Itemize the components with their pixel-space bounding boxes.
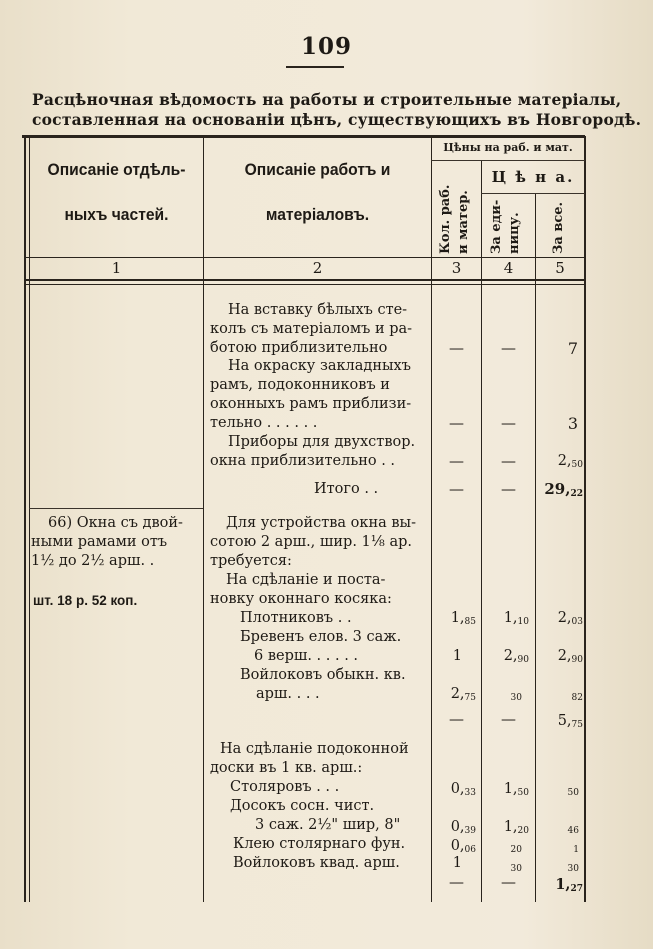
row-a3-unit: 30	[510, 693, 522, 703]
item66-intro-2: сотою 2 арш., шир. 1⅛ ар.	[210, 534, 412, 550]
subtotal-b-unit-dash: —	[501, 873, 516, 891]
col-number-1: 1	[111, 259, 122, 277]
col1-header-line2: ныхъ частей.	[64, 205, 169, 224]
s1-glass-qty-dash: —	[449, 339, 464, 357]
subtotal-a-unit-dash: —	[501, 710, 516, 728]
col-number-2: 2	[312, 259, 323, 277]
s1-paint-total: 3	[567, 414, 578, 433]
row-b3-label: Клею столярнаго фун.	[233, 836, 406, 852]
row-b3-total: 1	[573, 845, 579, 855]
table-right-rule	[584, 136, 586, 902]
item66-desc-line2: ными рамами отъ	[31, 534, 168, 550]
s1-line-3: ботою приблизительно	[210, 340, 388, 356]
row-b1-total: 50	[567, 788, 579, 798]
s1-line-5: рамъ, подоконниковъ и	[210, 377, 390, 393]
row-a1-unit: 1,10	[503, 610, 529, 627]
s1-total-value: 29,22	[544, 480, 583, 499]
row-a2-qty: 1	[452, 648, 462, 664]
item66-desc-line3: 1½ до 2½ арш. .	[31, 553, 155, 569]
row-a3-total: 82	[571, 693, 583, 703]
s1-total-unit-dash: —	[501, 480, 516, 498]
row-a3-label: Войлоковъ обыкн. кв.	[240, 667, 406, 683]
row-a1-qty: 1,85	[450, 610, 476, 627]
row-b2-label: Досокъ сосн. чист.	[230, 798, 375, 814]
s1-line-7: тельно . . . . . .	[210, 415, 318, 431]
s1-line-4: На окраску закладныхъ	[228, 358, 411, 374]
item66-price: шт. 18 р. 52 коп.	[33, 593, 138, 608]
row-b1-qty: 0,33	[450, 781, 476, 798]
subtotal-b-total: 1,27	[555, 876, 583, 894]
item-divider-rule	[29, 508, 203, 509]
col-number-4: 4	[503, 259, 514, 277]
row-a3-qty: 2,75	[450, 686, 476, 703]
s1-total-label: Итого . .	[314, 481, 379, 497]
s1-line-6: оконныхъ рамъ приблизи-	[210, 396, 412, 412]
header-bottom-rule	[24, 257, 586, 258]
sill-line-1: На сдѣланіе подоконной	[220, 741, 409, 757]
col3-header-line2: и матер.	[456, 190, 471, 254]
title-line-2: составленная на основаніи цѣнъ, существующихъ въ Новгородѣ.	[32, 110, 642, 129]
row-b2-qty: 0,39	[450, 819, 476, 836]
title-line-1: Расцѣночная вѣдомость на работы и строительные матеріалы,	[32, 90, 622, 109]
s1-fittings-total: 2,50	[557, 453, 583, 470]
row-b4-total: 30	[567, 864, 579, 874]
item66-desc-line1: 66) Окна съ двой-	[48, 515, 183, 531]
col-number-3: 3	[451, 259, 462, 277]
s1-glass-unit-dash: —	[501, 339, 516, 357]
numbers-rule-1	[24, 279, 586, 281]
col2-header-line2: матеріаловъ.	[265, 205, 370, 224]
item66-intro-1: Для устройства окна вы-	[226, 515, 416, 531]
s1-glass-total: 7	[567, 339, 578, 358]
row-b3-unit: 20	[510, 845, 522, 855]
row-b1-label: Столяровъ . . .	[230, 779, 340, 795]
price-group-header: Ц ѣ н а.	[491, 168, 575, 186]
row-b1-unit: 1,50	[503, 781, 529, 798]
item66-intro-3: требуется:	[210, 553, 292, 569]
row-a3-label2: арш. . . .	[256, 686, 320, 702]
row-b2-unit: 1,20	[503, 819, 529, 836]
s1-line-1: На вставку бѣлыхъ сте-	[228, 302, 408, 318]
table-top-rule	[22, 135, 585, 138]
table-left-rule	[24, 136, 26, 902]
s1-line-2: колъ съ матеріаломъ и ра-	[210, 321, 413, 337]
row-a2-total: 2,90	[557, 648, 583, 665]
sill-line-2: доски въ 1 кв. арш.:	[210, 760, 363, 776]
col-divider-1	[203, 136, 204, 902]
row-a2-label2: 6 верш. . . . . .	[254, 648, 359, 664]
row-b2-label2: 3 саж. 2½" шир, 8"	[255, 817, 401, 833]
numbers-rule-2	[24, 284, 586, 285]
row-a2-unit: 2,90	[503, 648, 529, 665]
s1-line-9: окна приблизительно . .	[210, 453, 396, 469]
col4-header-line1: За еди-	[489, 199, 504, 254]
prices-group-header: Цѣны на раб. и мат.	[443, 141, 573, 154]
col3-header-line1: Кол. раб.	[438, 184, 453, 254]
col2-header-line1: Описаніе работъ и	[244, 160, 391, 179]
s1-fittings-qty-dash: —	[449, 452, 464, 470]
row-b4-qty: 1	[452, 855, 462, 871]
page-number-rule	[286, 66, 344, 68]
s1-paint-qty-dash: —	[449, 414, 464, 432]
col5-header: За все.	[551, 201, 566, 254]
prices-group-rule	[431, 160, 585, 161]
item66-intro-4: На сдѣланіе и поста-	[226, 572, 386, 588]
col1-header-line1: Описаніе отдѣль-	[47, 160, 186, 179]
row-b3-qty: 0,06	[450, 838, 476, 855]
row-b4-label: Войлоковъ квад. арш.	[233, 855, 400, 871]
s1-paint-unit-dash: —	[501, 414, 516, 432]
page-number: 109	[300, 33, 352, 60]
s1-total-qty-dash: —	[449, 480, 464, 498]
subtotal-a-total: 5,75	[557, 713, 583, 730]
row-a2-label: Бревенъ елов. 3 саж.	[240, 629, 402, 645]
row-b2-total: 46	[567, 826, 579, 836]
row-a1-label: Плотниковъ . .	[240, 610, 352, 626]
col-number-5: 5	[555, 259, 565, 277]
s1-fittings-unit-dash: —	[501, 452, 516, 470]
item66-intro-5: новку оконнаго косяка:	[210, 591, 392, 607]
row-b4-unit: 30	[510, 864, 522, 874]
price-group-rule	[481, 193, 585, 194]
table-left-inner-rule	[29, 136, 30, 902]
subtotal-b-qty-dash: —	[449, 873, 464, 891]
s1-line-8: Приборы для двухствор.	[228, 434, 416, 450]
subtotal-a-qty-dash: —	[449, 710, 464, 728]
col4-header-line2: ницу.	[507, 212, 522, 254]
row-a1-total: 2,03	[557, 610, 583, 627]
